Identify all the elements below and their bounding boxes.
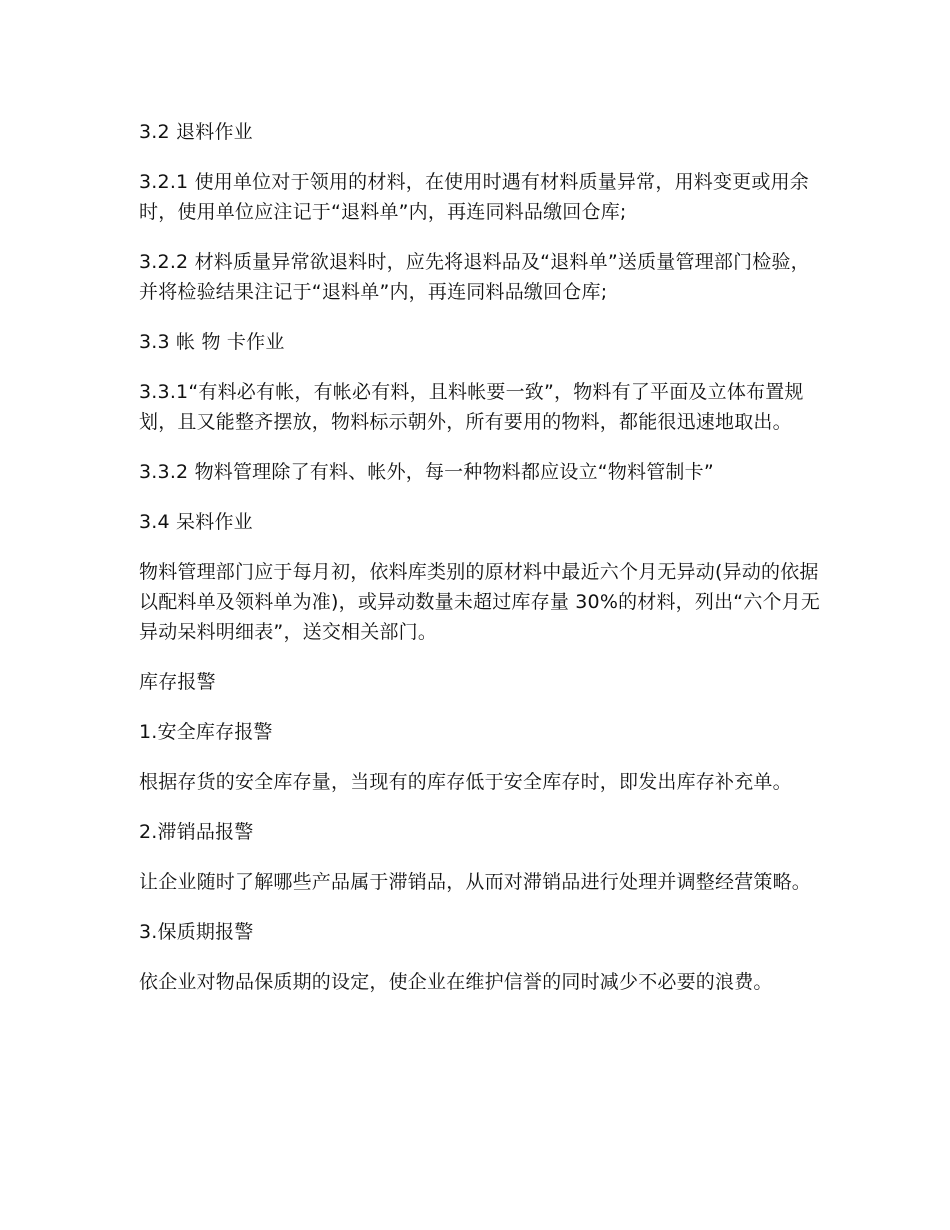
paragraph-safety-stock: 根据存货的安全库存量，当现有的库存低于安全库存时，即发出库存补充单。	[139, 771, 792, 793]
section-heading-3-4: 3.4 呆料作业	[139, 511, 253, 533]
paragraph-3-2-1: 3.2.1 使用单位对于领用的材料，在使用时遇有材料质量异常，用料变更或用余时，使用单位应注记于“退料单”内，再连同料品缴回仓库;	[139, 171, 809, 223]
section-heading-3-2: 3.2 退料作业	[139, 121, 253, 143]
section-heading-inventory-alert: 库存报警	[139, 671, 216, 693]
subheading-shelf-life-alert: 3.保质期报警	[139, 921, 254, 943]
paragraph-3-3-1: 3.3.1“有料必有帐，有帐必有料，且料帐要一致”，物料有了平面及立体布置规划，且又能整齐摆放，物料标示朝外，所有要用的物料，都能很迅速地取出。	[139, 381, 804, 433]
paragraph-slow-moving: 让企业随时了解哪些产品属于滞销品，从而对滞销品进行处理并调整经营策略。	[139, 871, 812, 893]
subheading-safety-stock-alert: 1.安全库存报警	[139, 721, 273, 743]
paragraph-shelf-life: 依企业对物品保质期的设定，使企业在维护信誉的同时减少不必要的浪费。	[139, 971, 773, 993]
paragraph-3-2-2: 3.2.2 材料质量异常欲退料时，应先将退料品及“退料单”送质量管理部门检验，并将检验结果注记于“退料单”内，再连同料品缴回仓库;	[139, 251, 810, 303]
paragraph-idle-material: 物料管理部门应于每月初，依料库类别的原材料中最近六个月无异动(异动的依据以配料单及领料单为准)，或异动数量未超过库存量 30%的材料，列出“六个月无异动呆料明细表”，送交相关部门。	[139, 561, 821, 643]
document-page	[139, 117, 829, 997]
section-heading-3-3: 3.3 帐 物 卡作业	[139, 331, 285, 353]
paragraph-3-3-2: 3.3.2 物料管理除了有料、帐外，每一种物料都应设立“物料管制卡”	[139, 461, 714, 483]
subheading-slow-moving-alert: 2.滞销品报警	[139, 821, 254, 843]
